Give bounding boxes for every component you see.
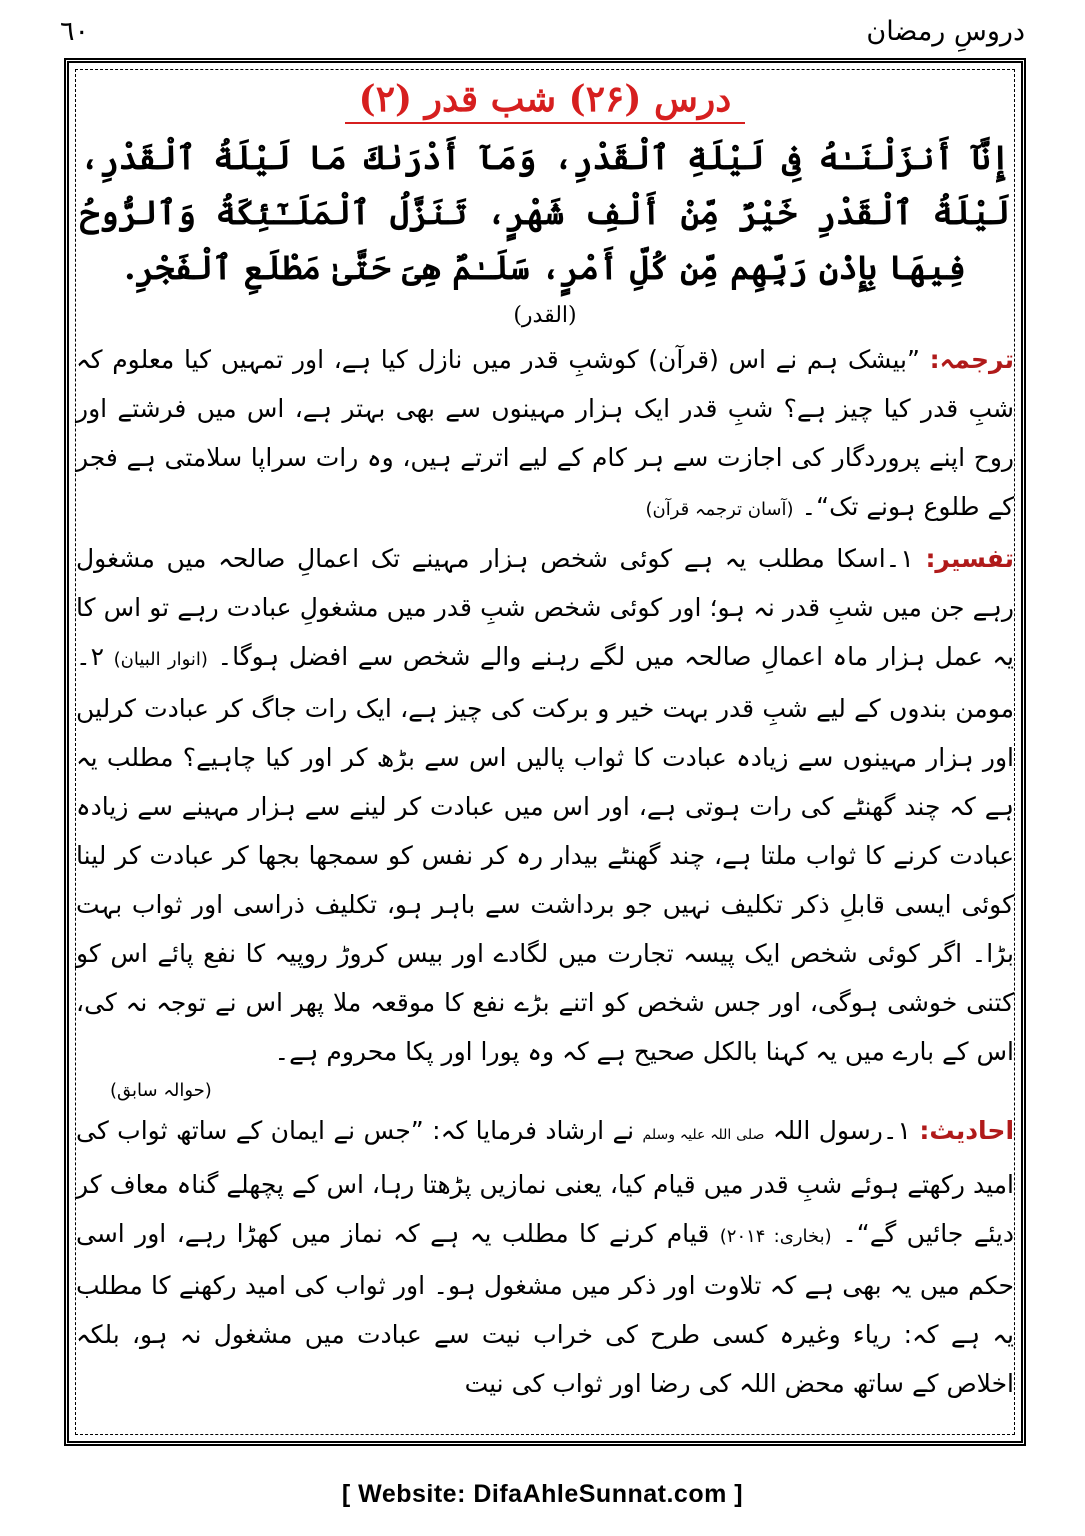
- tafsir-label: تفسیر:: [925, 544, 1015, 573]
- tafsir-paragraph: [70, 534, 1020, 1076]
- hadith-text-1: ۱۔رسول اللہ: [772, 1116, 911, 1145]
- honorific-text: صلی اللہ علیہ وسلم: [642, 1127, 765, 1143]
- tafsir-source-2: (حوالہ سابق): [110, 1080, 212, 1101]
- hadith-text-3: قیام کرنے کا مطلب یہ ہے کہ نماز میں کھڑا رہے، اور اسی حکم میں یہ بھی ہے کہ تلاوت اور ذکر میں مشغول ہو۔ اور ثواب کی امید رکھنے کا مطلب یہ ہے کہ: ریاء وغیرہ کسی طرح کی خراب نیت سے عبادت میں مشغول نہ ہو، بلکہ اخلاص کے ساتھ محض اللہ کی رضا اور ثواب کی نیت: [76, 1219, 1014, 1398]
- lesson-title-wrap: [70, 70, 1020, 130]
- hadith-paragraph: [70, 1106, 1020, 1408]
- hadith-label: احادیث:: [919, 1116, 1015, 1145]
- verse-reference: (القدر): [513, 303, 577, 328]
- tafsir-text-1: ۱۔اسکا مطلب یہ ہے کوئی شخص ہزار مہینے تک اعمالِ صالحہ میں مشغول رہے جن میں شبِ قدر نہ ہو؛ اور کوئی شخص شبِ قدر میں مشغولِ عبادت رہے تو اس کا یہ عمل ہزار ماہ اعمالِ صالحہ میں لگے رہنے والے شخص سے افضل ہوگا۔: [76, 544, 1015, 671]
- lesson-title: درس (۲۶) شب قدر (۲): [345, 78, 746, 124]
- quran-verse: إِنَّآ أَنزَلْنَـٰهُ فِى لَيْلَةِ ٱلْقَدْرِ، وَمَآ أَدْرَىٰكَ مَا لَيْلَةُ ٱلْقَدْرِ، لَيْلَةُ ٱلْقَدْرِ خَيْرٌ مِّنْ أَلْفِ شَهْرٍ، تَنَزَّلُ ٱلْمَلَـٰٓئِكَةُ وَٱلرُّوحُ فِيهَا بِإِذْنِ رَبِّهِم مِّن كُلِّ أَمْرٍ، سَلَـٰمٌ هِىَ حَتَّىٰ مَطْلَعِ ٱلْفَجْرِ.: [80, 138, 1010, 287]
- page-content: [70, 70, 1020, 1408]
- translation-text: ”بیشک ہم نے اس (قرآن) کوشبِ قدر میں نازل کیا ہے، اور تمہیں کیا معلوم کہ شبِ قدر کیا چیز ہے؟ شبِ قدر ایک ہزار مہینوں سے بھی بہتر ہے، اس میں فرشتے اور روح اپنے پروردگار کی اجازت سے ہر کام کے لیے اترتے ہیں، وہ رات سراپا سلامتی ہے فجر کے طلوع ہونے تک“۔: [76, 345, 1014, 521]
- website-footer: [ Website: DifaAhleSunnat.com ]: [341, 1480, 744, 1508]
- page-number: ٦٠: [60, 16, 90, 47]
- page-header: [60, 10, 1025, 50]
- tafsir-source-1: (انوار البیان): [113, 649, 208, 670]
- hadith-source: (بخاری: ۲۰۱۴): [719, 1226, 832, 1247]
- book-title: دروسِ رمضان: [866, 16, 1025, 47]
- hadith-text-2: نے ارشاد فرمایا کہ: ”جس نے ایمان کے ساتھ ثواب کی امید رکھتے ہوئے شبِ قدر میں قیام کیا، یعنی نمازیں پڑھتا رہا، اس کے پچھلے گناہ معاف کر دیئے جائیں گے“۔: [76, 1116, 1015, 1248]
- translation-label: ترجمہ:: [929, 345, 1014, 374]
- tafsir-text-2: ۲۔مومن بندوں کے لیے شبِ قدر بہت خیر و برکت کی چیز ہے، ایک رات جاگ کر عبادت کرلیں اور ہزار مہینوں سے زیادہ عبادت کا ثواب پالیں اس سے بڑھ کر اور کیا چاہیے؟ مطلب یہ ہے کہ چند گھنٹے کی رات ہوتی ہے، اور اس میں عبادت کر لینے سے ہزار مہینے سے زیادہ عبادت کرنے کا ثواب ملتا ہے، چند گھنٹے بیدار رہ کر نفس کو سمجھا بجھا کر عبادت کر لینا کوئی ایسی قابلِ ذکر تکلیف نہیں جو برداشت سے باہر ہو، تکلیف ذراسی اور ثواب بہت بڑا۔ اگر کوئی شخص ایک پیسہ تجارت میں لگادے اور بیس کروڑ روپیہ کا نفع پائے اس کو کتنی خوشی ہوگی، اور جس شخص کو اتنے بڑے نفع کا موقعہ ملا پھر اس نے توجہ نہ کی، اس کے بارے میں یہ کہنا بالکل صحیح ہے کہ وہ پورا اور پکا محروم ہے۔: [76, 642, 1014, 1066]
- translation-paragraph: [70, 335, 1020, 534]
- translation-source: (آسان ترجمہ قرآن): [645, 499, 794, 520]
